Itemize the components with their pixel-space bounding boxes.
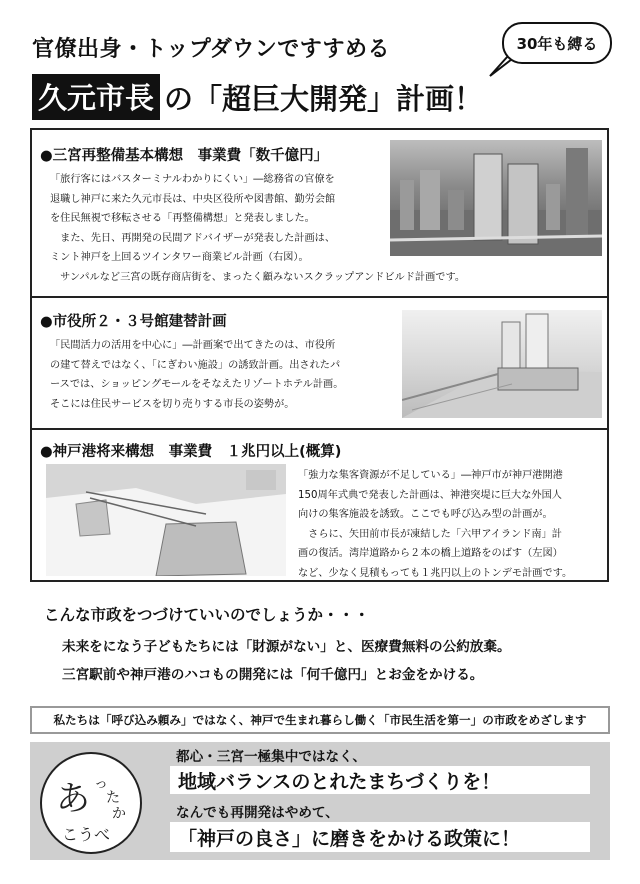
- closing-line-2: 三宮駅前や神戸港のハコもの開発には「何千億円」とお金をかける。: [62, 667, 484, 683]
- svg-text:こうべ: こうべ: [62, 825, 111, 844]
- footer-slogan-2: 「神戸の良さ」に磨きをかける政策に！: [170, 822, 590, 852]
- twin-tower-rendering-image: [390, 140, 602, 256]
- speech-bubble: 30年も縛る: [502, 22, 612, 64]
- svg-text:あ: あ: [56, 779, 90, 819]
- section-body-kobe-port: 「強力な集客資源が不足している」―神戸市が神戸港開港 150周年式典で発表した計画は、神港突堤に巨大な外国人 向けの集客施設を誘致。ここでも呼び込み型の計画が。 さらに、矢田前市長が凍結した「六甲アイランド南」計 画の復活。湾岸道路から２本の橋上道路をのばす（左図） など、少なく見積もっても１兆円以上のトンデモ計画です。: [298, 470, 573, 579]
- section-title-kobe-port: ●神戸港将来構想 事業費 １兆円以上(概算): [40, 444, 342, 460]
- footer-line-3: なんでも再開発はやめて、: [176, 805, 339, 821]
- section-body-city-hall: 「民間活力の活用を中心に」―計画案で出てきたのは、市役所 の建て替えではなく、「にぎわい施設」の誘致計画。出されたパ ースでは、ショッピングモールをそなえたリゾートホテル計画。 そこには住民サービスを切り売りする市長の姿勢が。: [50, 340, 344, 410]
- headline-line2: [32, 74, 483, 120]
- section-divider: [32, 296, 607, 298]
- section-divider: [32, 428, 607, 430]
- headline-highlight: 久元市長: [32, 74, 160, 120]
- footer-line-1: 都心・三宮一極集中ではなく、: [176, 749, 367, 765]
- policy-banner: 私たちは「呼び込み頼み」ではなく、神戸で生まれ暮らし働く「市民生活を第一」の市政をめざします: [30, 706, 610, 734]
- svg-text:か: か: [112, 806, 126, 822]
- headline-rest: の「超巨大開発」計画！: [164, 81, 484, 116]
- section-body-sannomiya: 「旅行客にはバスターミナルわかりにくい」―総務省の官僚を 退職し神戸に来た久元市長は、中央区役所や図書館、勤労会館 を住民無視で移転させる「再整備構想」と発表しました。 また、先日、再開発の民間アドバイザーが発表した計画は、 ミント神戸を上回るツインタワー商業ビル計画（右図）。 サンパルなど三宮の既存商店街を、まったく顧みないスクラップアンドビルド計画です。: [50, 174, 466, 283]
- port-plan-map-image: [46, 464, 286, 576]
- resort-hotel-perspective-image: [402, 310, 602, 418]
- headline-line1: 官僚出身・トップダウンですすめる: [32, 37, 391, 62]
- svg-text:た: た: [106, 790, 120, 806]
- closing-line-1: 未来をになう子どもたちには「財源がない」と、医療費無料の公約放棄。: [62, 639, 511, 655]
- closing-question: こんな市政をつづけていいのでしょうか・・・: [44, 606, 370, 624]
- attaka-kobe-logo: [36, 748, 146, 858]
- section-title-sannomiya: ●三宮再整備基本構想 事業費「数千億円」: [40, 148, 329, 164]
- svg-text:っ: っ: [94, 776, 108, 792]
- section-title-city-hall: ●市役所２・３号館建替計画: [40, 314, 227, 330]
- footer-slogan-1: 地域バランスのとれたまちづくりを！: [170, 766, 590, 794]
